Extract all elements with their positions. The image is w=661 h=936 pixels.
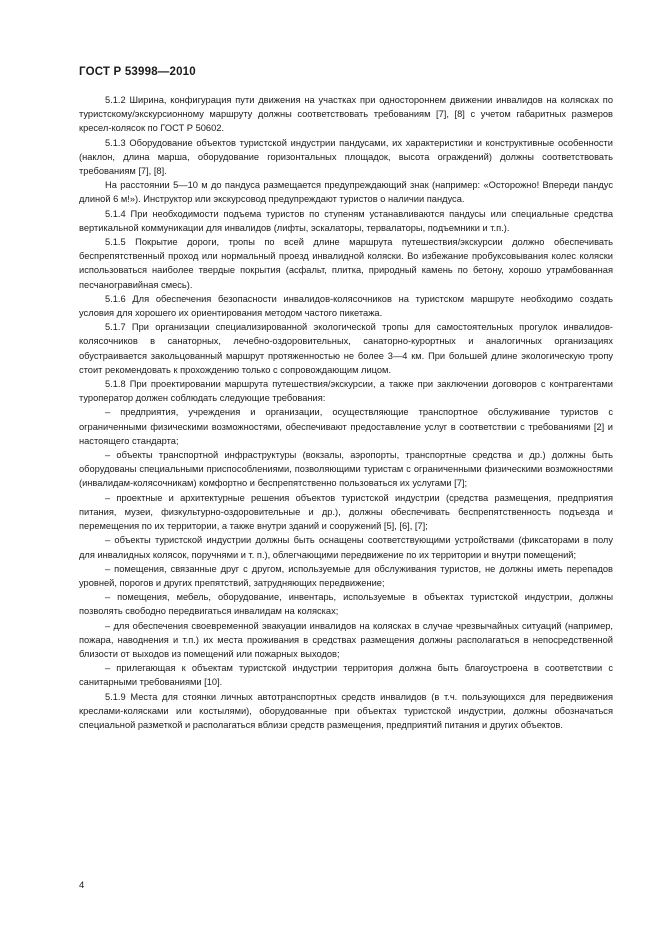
page-number: 4 [79, 880, 85, 891]
list-item: – предприятия, учреждения и организации, осуществляющие транспортное обслуживание туристов с ограниченными физическими возможностями, обеспечивают предоставление услуг в соответствии с требованиями [2] и настоящего стандарта; [79, 407, 613, 446]
list-item: – прилегающая к объектам туристской индустрии территория должна быть благоустроена в соответствии с санитарными требованиями [10]. [79, 663, 613, 688]
paragraph-5-1-6: 5.1.6 Для обеспечения безопасности инвалидов-колясочников на туристском маршруте необходимо создать условия для хорошего их ориентирования методом частого пикетажа. [79, 293, 613, 319]
paragraph-5-1-2: 5.1.2 Ширина, конфигурация пути движения на участках при одностороннем движении инвалидов на колясках по туристскому/экскурсионному маршруту должны соответствовать требованиям [7], [8] с учетом габаритных размеров кресел-колясок по ГОСТ Р 50602. [79, 95, 613, 134]
list-item: – для обеспечения своевременной эвакуации инвалидов на колясках в случае чрезвычайных ситуаций (например, пожара, наводнения и т.п.) их места проживания в средствах размещения должны располагаться в непосредственной близости от выходов из помещений или пожарных выходов; [79, 620, 613, 659]
paragraph-5-1-8: 5.1.8 При проектировании маршрута путешествия/экскурсии, а также при заключении договоров с контрагентами туроператор должен соблюдать следующие требования: [79, 379, 613, 404]
paragraph-5-1-4: 5.1.4 При необходимости подъема туристов по ступеням устанавливаются пандусы или специальные средства вертикальной коммуникации для инвалидов (лифты, эскалаторы, тервалаторы, подъемники и т.п.). [79, 208, 613, 233]
paragraph-5-1-3: 5.1.3 Оборудование объектов туристской индустрии пандусами, их характеристики и конструктивные особенности (наклон, длина марша, оборудование горизонтальных площадок, высота ограждений) должны соответствовать требованиям [7], [8]. [79, 137, 613, 177]
list-item: – объекты транспортной инфраструктуры (вокзалы, аэропорты, транспортные средства и др.) должны быть оборудованы специальными приспособлениями, позволяющими туристам с ограниченными физическими возможностями (инвалидам-колясочникам) комфортно и беспрепятственно пользоваться их услугами [7]; [79, 450, 613, 489]
paragraph-5-1-5: 5.1.5 Покрытие дороги, тропы по всей длине маршрута путешествия/экскурсии должно обеспечивать беспрепятственный проход или нормальный проезд инвалидной коляски. Во избежание пробуксовывания колес коляски использоваться наиболее твердые покрытия (асфальт, плитка, природный камень по бетону, хорошо утрамбованная песчаногравийная смесь). [79, 237, 613, 290]
list-item: – объекты туристской индустрии должны быть оснащены соответствующими устройствами (фиксаторами в полу для инвалидных колясок, поручнями и т. п.), облегчающими передвижение по их территории и внутри помещений; [79, 535, 613, 560]
document-body [79, 93, 613, 732]
paragraph-5-1-9: 5.1.9 Места для стоянки личных автотранспортных средств инвалидов (в т.ч. пользующихся для передвижения креслами-колясками или костылями), оборудованные при объектах туристской индустрии, должны обозначаться специальной разметкой и располагаться вблизи средств размещения, предприятий питания и других объектов. [79, 691, 613, 730]
document-header-standard: ГОСТ Р 53998—2010 [79, 66, 196, 78]
list-item: – проектные и архитектурные решения объектов туристской индустрии (средства размещения, предприятия питания, музеи, физкультурно-оздоровительные и др.), должны обеспечивать беспрепятственность подъезда и перемещения по их территории, а также внутри зданий и сооружений [5], [6], [7]; [79, 492, 613, 532]
paragraph-ramp-sign: На расстоянии 5—10 м до пандуса размещается предупреждающий знак (например: «Осторожно! Впереди пандус длиной 6 м!»). Инструктор или экскурсовод предупреждают туристов о наличии пандуса. [79, 180, 613, 205]
list-item: – помещения, мебель, оборудование, инвентарь, используемые в объектах туристской индустрии, должны позволять свободно передвигаться инвалидам на колясках; [79, 592, 613, 617]
list-item: – помещения, связанные друг с другом, используемые для обслуживания туристов, не должны иметь перепадов уровней, порогов и других препятствий, затрудняющих передвижение; [79, 563, 613, 588]
paragraph-5-1-7: 5.1.7 При организации специализированной экологической тропы для самостоятельных прогулок инвалидов-колясочников в санаторных, лечебно-оздоровительных, санаторно-курортных и аналогичных организациях обустраивается закольцованный маршрут протяженностью не более 3—4 км. При большей длине экологическую тропу стоит рекомендовать к прохождению только с сопровождающим лицом. [79, 322, 613, 375]
